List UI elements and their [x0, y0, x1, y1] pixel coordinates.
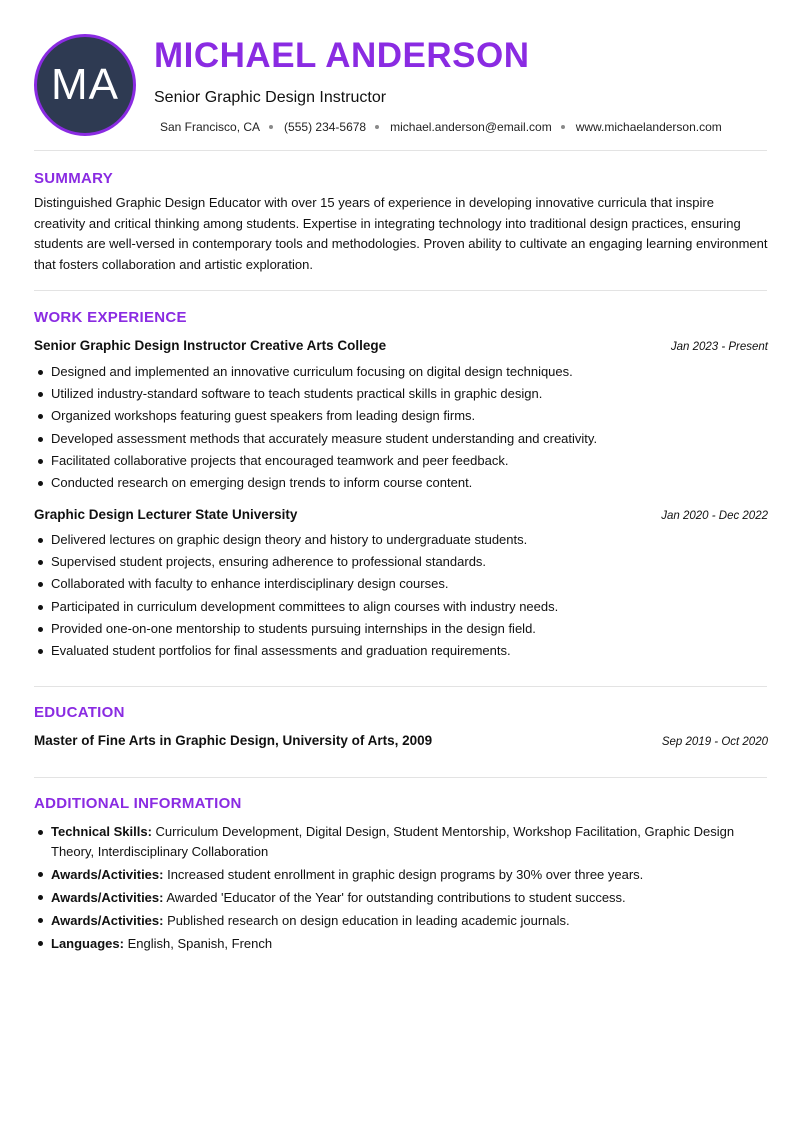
list-item: Facilitated collaborative projects that encouraged teamwork and peer feedback.: [34, 450, 768, 472]
list-item: Collaborated with faculty to enhance interdisciplinary design courses.: [34, 573, 768, 595]
info-text: Increased student enrollment in graphic design programs by 30% over three years.: [167, 866, 644, 882]
additional-info-list: [34, 822, 768, 957]
job-title: Senior Graphic Design Instructor Creative Arts College: [34, 338, 387, 353]
list-item: Designed and implemented an innovative curriculum focusing on digital design techniques.: [34, 361, 768, 383]
job-header: [34, 507, 768, 522]
info-text: Published research on design education in leading academic journals.: [167, 912, 570, 928]
avatar-initials: MA: [51, 60, 119, 109]
list-item: Utilized industry-standard software to teach students practical skills in graphic design.: [34, 383, 768, 405]
list-item: [34, 865, 768, 885]
list-item: Delivered lectures on graphic design theory and history to undergraduate students.: [34, 529, 768, 551]
contact-line: [160, 120, 722, 134]
candidate-role: Senior Graphic Design Instructor: [154, 89, 387, 106]
list-item: Participated in curriculum development committees to align courses with industry needs.: [34, 596, 768, 618]
divider: [34, 150, 767, 151]
list-item: [34, 822, 768, 861]
education-entry: [34, 733, 768, 748]
info-label: Languages:: [51, 935, 124, 951]
education-dates: Sep 2019 - Oct 2020: [661, 736, 768, 748]
job-bullets: [34, 529, 768, 662]
info-label: Awards/Activities:: [51, 889, 164, 905]
separator-dot: [269, 125, 273, 129]
separator-dot: [561, 125, 565, 129]
info-text: Awarded 'Educator of the Year' for outstanding contributions to student success.: [166, 889, 626, 905]
list-item: Developed assessment methods that accurately measure student understanding and creativity.: [34, 428, 768, 450]
divider: [34, 290, 767, 291]
section-title-education: EDUCATION: [34, 704, 125, 721]
divider: [34, 777, 767, 778]
contact-location: San Francisco, CA: [160, 120, 261, 134]
summary-text: Distinguished Graphic Design Educator with over 15 years of experience in developing innovative curricula that inspire creativity and critical thinking among students. Expertise in integrating technology into traditional design practices, ensuring students are well-versed in contemporary tools and methodologies. Proven ability to cultivate an engaging learning environment that fosters collaboration and artistic exploration.: [34, 195, 768, 272]
info-label: Technical Skills:: [51, 824, 152, 839]
list-item: Conducted research on emerging design trends to inform course content.: [34, 472, 768, 494]
divider: [34, 686, 767, 687]
section-title-additional: ADDITIONAL INFORMATION: [34, 795, 242, 812]
info-text: English, Spanish, French: [127, 935, 273, 951]
education-degree: Master of Fine Arts in Graphic Design, University of Arts, 2009: [34, 733, 433, 748]
section-title-experience: WORK EXPERIENCE: [34, 309, 187, 326]
list-item: [34, 934, 768, 954]
info-label: Awards/Activities:: [51, 866, 164, 882]
job-dates: Jan 2023 - Present: [670, 341, 768, 353]
job-dates: Jan 2020 - Dec 2022: [661, 510, 768, 522]
candidate-name: MICHAEL ANDERSON: [154, 36, 530, 75]
list-item: Supervised student projects, ensuring adherence to professional standards.: [34, 551, 768, 573]
avatar: [34, 34, 136, 136]
info-label: Awards/Activities:: [51, 912, 164, 928]
contact-email[interactable]: michael.anderson@email.com: [390, 120, 552, 134]
section-title-summary: SUMMARY: [34, 170, 114, 187]
contact-phone: (555) 234-5678: [284, 120, 367, 134]
info-text: Curriculum Development, Digital Design, Student Mentorship, Workshop Facilitation, Graphic Design Theory, Interdisciplinary Collaboration: [51, 824, 735, 859]
contact-website[interactable]: www.michaelanderson.com: [575, 120, 722, 134]
list-item: Evaluated student portfolios for final assessments and graduation requirements.: [34, 640, 768, 662]
list-item: [34, 911, 768, 931]
job-header: [34, 338, 768, 353]
separator-dot: [375, 125, 379, 129]
job-bullets: [34, 361, 768, 494]
list-item: [34, 888, 768, 908]
list-item: Organized workshops featuring guest speakers from leading design firms.: [34, 405, 768, 427]
job-title: Graphic Design Lecturer State University: [34, 507, 298, 522]
list-item: Provided one-on-one mentorship to students pursuing internships in the design field.: [34, 618, 768, 640]
